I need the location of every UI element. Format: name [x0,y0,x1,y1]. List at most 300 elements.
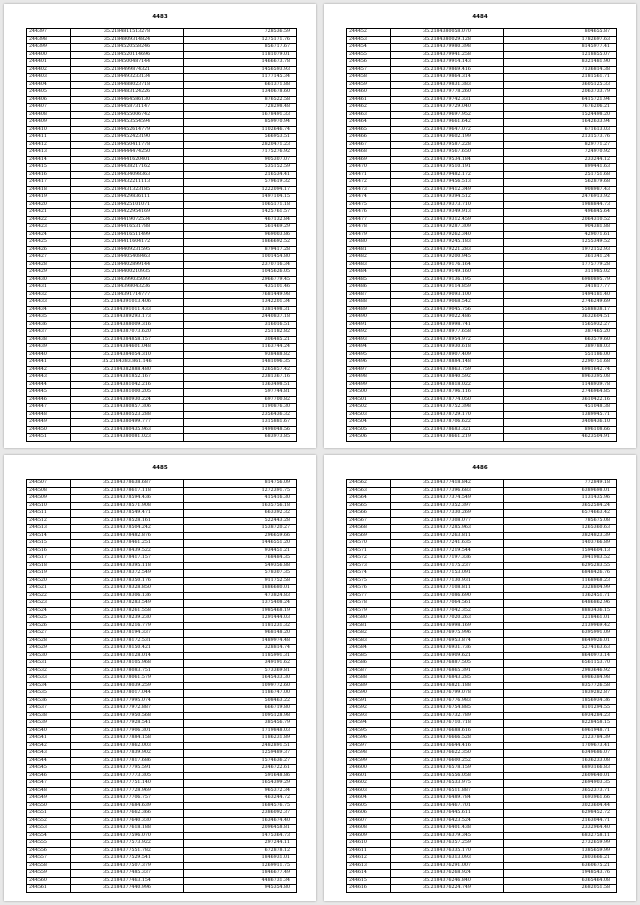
row-id-cell: 244397 [27,29,71,37]
table-row [27,344,297,352]
amount-cell: 1498048.56 [184,426,297,434]
amount-cell: 2290751.68 [504,359,617,367]
coordinate-cell: 35.2184377551.782 [71,847,184,855]
table-row [347,742,617,750]
amount-cell: 2370716.34 [184,261,297,269]
amount-cell: 2440837.18 [184,314,297,322]
row-id-cell: 244585 [347,652,391,660]
row-id-cell: 244522 [27,592,71,600]
amount-cell: 1403766.89 [504,540,617,548]
row-id-cell: 244507 [27,480,71,488]
coordinate-cell: 35.2184379647.072 [391,126,504,134]
row-id-cell: 244414 [27,156,71,164]
table-row [347,810,617,818]
amount-cell: 5588838.17 [504,306,617,314]
amount-cell: 1218461.01 [504,615,617,623]
table-row [27,111,297,119]
row-id-cell: 244448 [27,411,71,419]
row-id-cell: 244457 [347,66,391,74]
row-id-cell: 244544 [27,757,71,765]
table-row [347,239,617,247]
row-id-cell: 244610 [347,840,391,848]
row-id-cell: 244563 [347,487,391,495]
table-row [347,615,617,623]
coordinate-cell: 35.2184377418.842 [391,480,504,488]
amount-cell: 859970.94 [184,119,297,127]
table-row [27,404,297,412]
row-id-cell: 244511 [27,510,71,518]
amount-cell: 385456.79 [184,720,297,728]
row-id-cell: 244578 [347,600,391,608]
row-id-cell: 244609 [347,832,391,840]
amount-cell: 1342201.34 [184,299,297,307]
amount-cell: 1494181.40 [504,291,617,299]
coordinate-cell: 35.2184379349.913 [391,209,504,217]
table-row [27,877,297,885]
row-id-cell: 244444 [27,381,71,389]
table-row [27,525,297,533]
coordinate-cell: 35.2184378482.876 [71,532,184,540]
coordinate-cell: 35.2184377728.969 [71,787,184,795]
row-id-cell: 244573 [347,562,391,570]
table-row [347,434,617,442]
coordinate-cell: 35.2184377573.922 [71,840,184,848]
coordinate-cell: 35.2184376423.524 [391,817,504,825]
amount-cell: 856717.67 [184,44,297,52]
table-row [347,637,617,645]
coordinate-cell: 35.2184379510.191 [391,164,504,172]
amount-cell: 1988844.73 [504,201,617,209]
table-row [27,532,297,540]
table-row [347,525,617,533]
coordinate-cell: 35.2184376445.611 [391,810,504,818]
amount-cell: 1425761.57 [184,209,297,217]
amount-cell: 535152.59 [184,164,297,172]
coordinate-cell: 35.2184416511499 [71,231,184,239]
amount-cell: 938488.82 [184,351,297,359]
table-row [347,540,617,548]
row-id-cell: 244502 [347,404,391,412]
table-row [347,66,617,74]
amount-cell: 2746964.85 [504,389,617,397]
table-row [347,562,617,570]
coordinate-cell: 35.2184422954169 [71,209,184,217]
coordinate-cell: 35.2184379136.195 [391,276,504,284]
table-row [347,321,617,329]
coordinate-cell: 35.2184379022.486 [391,314,504,322]
table-row [27,104,297,112]
table-row [27,570,297,578]
coordinate-cell: 35.2184376799.078 [391,690,504,698]
row-id-cell: 244487 [347,291,391,299]
amount-cell: 1635756.18 [184,502,297,510]
table-row [27,795,297,803]
coordinate-cell: 35.2184380081.023 [71,434,184,442]
table-row [347,389,617,397]
coordinate-cell: 35.2184377064.561 [391,600,504,608]
table-row [347,727,617,735]
amount-cell: 429071.61 [504,231,617,239]
table-row [27,89,297,97]
coordinate-cell: 35.2184432211113 [71,179,184,187]
table-row [347,36,617,44]
amount-cell: 1456593.93 [184,66,297,74]
coordinate-cell: 35.2184441620401 [71,156,184,164]
table-row [27,306,297,314]
coordinate-cell: 35.2184378977.658 [391,329,504,337]
amount-cell: 1272391.75 [184,487,297,495]
amount-cell: 6365464.08 [504,877,617,885]
table-row [27,51,297,59]
coordinate-cell: 35.2184377817.686 [71,757,184,765]
table-row [347,570,617,578]
row-id-cell: 244537 [27,705,71,713]
table-row [347,231,617,239]
row-id-cell: 244418 [27,186,71,194]
amount-cell: 297244.11 [184,840,297,848]
row-id-cell: 244478 [347,224,391,232]
table-row [347,855,617,863]
row-id-cell: 244548 [27,787,71,795]
row-id-cell: 244409 [27,119,71,127]
row-id-cell: 244472 [347,179,391,187]
table-row [347,96,617,104]
row-id-cell: 244485 [347,276,391,284]
amount-cell: 1181231.32 [184,622,297,630]
row-id-cell: 244593 [347,712,391,720]
amount-cell: 2983646.92 [504,667,617,675]
table-row [347,675,617,683]
coordinate-cell: 35.2184391013.406 [71,299,184,307]
coordinate-cell: 35.2184378884.148 [391,359,504,367]
coordinate-cell: 35.2184378998.741 [391,321,504,329]
amount-cell: 387465.20 [504,329,617,337]
table-row [347,359,617,367]
amount-cell: 591648.86 [184,772,297,780]
amount-cell: 1481096.35 [184,359,297,367]
amount-cell: 1972152.93 [504,246,617,254]
coordinate-cell: 35.2184384601.048 [71,344,184,352]
row-id-cell: 244416 [27,171,71,179]
coordinate-cell: 35.2184379914.143 [391,59,504,67]
coordinate-cell: 35.2184377950.568 [71,712,184,720]
amount-cell: 3824823.39 [504,532,617,540]
row-id-cell: 244402 [27,66,71,74]
table-row [347,344,617,352]
coordinate-cell: 35.2184379482.172 [391,171,504,179]
document-page [4,455,316,901]
row-id-cell: 244421 [27,209,71,217]
coordinate-cell: 35.2184379567.650 [391,149,504,157]
row-id-cell: 244576 [347,585,391,593]
row-id-cell: 244430 [27,276,71,284]
table-row [27,224,297,232]
row-id-cell: 244584 [347,645,391,653]
table-row [347,825,617,833]
amount-cell: 1265857.42 [184,366,297,374]
coordinate-cell: 35.2184377219.544 [391,547,504,555]
amount-cell: 1181079.01 [184,51,297,59]
row-id-cell: 244463 [347,111,391,119]
table-row [347,224,617,232]
table-row [27,787,297,795]
row-id-cell: 244602 [347,780,391,788]
amount-cell: 3652584.24 [504,502,617,510]
coordinate-cell: 35.2184378930.618 [391,344,504,352]
row-id-cell: 244549 [27,795,71,803]
amount-cell: 968148.20 [184,630,297,638]
row-id-cell: 244525 [27,615,71,623]
coordinate-cell: 35.2184377839.902 [71,750,184,758]
coordinate-cell: 35.2184378417.157 [71,555,184,563]
table-row [347,885,617,893]
row-id-cell: 244528 [27,637,71,645]
table-row [27,675,297,683]
row-id-cell: 244466 [347,134,391,142]
row-id-cell: 244428 [27,261,71,269]
coordinate-cell: 35.2184379412.349 [391,186,504,194]
amount-cell: 1259489.37 [184,750,297,758]
coordinate-cell: 35.2184376953.874 [391,637,504,645]
page-number-heading: 4486 [472,465,488,471]
coordinate-cell: 35.2184379661.642 [391,119,504,127]
table-row [347,149,617,157]
row-id-cell: 244509 [27,495,71,503]
row-id-cell: 244570 [347,540,391,548]
amount-cell: 965372.34 [184,787,297,795]
row-id-cell: 244589 [347,682,391,690]
row-id-cell: 244451 [27,434,71,442]
row-id-cell: 244474 [347,194,391,202]
amount-cell: 1709673.41 [504,742,617,750]
amount-cell: 1218855.07 [504,51,617,59]
coordinate-cell: 35.2184379149.160 [391,269,504,277]
data-table [346,28,617,442]
coordinate-cell: 35.2184379587.228 [391,141,504,149]
table-row [27,299,297,307]
table-row [27,216,297,224]
amount-cell: 1255349.52 [504,239,617,247]
amount-cell: 1095128.98 [184,712,297,720]
coordinate-cell: 35.2184378439.522 [71,547,184,555]
coordinate-cell: 35.2184377020.263 [391,615,504,623]
table-row [347,757,617,765]
row-id-cell: 244461 [347,96,391,104]
amount-cell: 1654399.29 [184,780,297,788]
table-row [27,825,297,833]
table-row [27,156,297,164]
amount-cell: 904381.88 [504,224,617,232]
row-id-cell: 244493 [347,336,391,344]
table-row [347,712,617,720]
amount-cell: 496845.64 [504,209,617,217]
row-id-cell: 244503 [347,411,391,419]
table-row [347,44,617,52]
table-row [347,404,617,412]
row-id-cell: 244399 [27,44,71,52]
row-id-cell: 244450 [27,426,71,434]
amount-cell: 2820471.23 [184,141,297,149]
coordinate-cell: 35.2184382888.480 [71,366,184,374]
coordinate-cell: 35.2184380930.224 [71,396,184,404]
table-row [27,36,297,44]
row-id-cell: 244411 [27,134,71,142]
table-row [347,396,617,404]
amount-cell: 1475364.73 [184,832,297,840]
coordinate-cell: 35.2184376313.093 [391,855,504,863]
coordinate-cell: 35.2184376754.885 [391,705,504,713]
coordinate-cell: 35.2184499874321 [71,66,184,74]
row-id-cell: 244469 [347,156,391,164]
table-row [347,171,617,179]
amount-cell: 579619.32 [184,179,297,187]
coordinate-cell: 35.2184377884.158 [71,735,184,743]
table-row [27,742,297,750]
row-id-cell: 244446 [27,396,71,404]
coordinate-cell: 35.2184379864.314 [391,74,504,82]
row-id-cell: 244604 [347,795,391,803]
amount-cell: 435101.46 [184,284,297,292]
amount-cell: 1636233.08 [504,757,617,765]
coordinate-cell: 35.2184378594.436 [71,495,184,503]
row-id-cell: 244401 [27,59,71,67]
row-id-cell: 244452 [347,29,391,37]
table-row [27,600,297,608]
table-row [27,164,297,172]
amount-cell: 306485.21 [184,336,297,344]
amount-cell: 814756.09 [184,480,297,488]
row-id-cell: 244492 [347,329,391,337]
amount-cell: 1839282.87 [504,690,617,698]
amount-cell: 1856934.36 [504,697,617,705]
row-id-cell: 244517 [27,555,71,563]
amount-cell: 6980895.79 [504,276,617,284]
row-id-cell: 244543 [27,750,71,758]
amount-cell: 6934284.23 [504,712,617,720]
row-id-cell: 244403 [27,74,71,82]
table-row [27,487,297,495]
row-id-cell: 244454 [347,44,391,52]
row-id-cell: 244406 [27,96,71,104]
coordinate-cell: 35.2184379093.100 [391,291,504,299]
amount-cell: 3941983.52 [504,555,617,563]
table-row [347,547,617,555]
amount-cell: 1177145.34 [184,74,297,82]
amount-cell: 772849.18 [504,480,617,488]
coordinate-cell: 35.2184376975.996 [391,630,504,638]
amount-cell: 3408436.10 [504,419,617,427]
coordinate-cell: 35.2184377640.330 [71,817,184,825]
amount-cell: 6360675.21 [504,862,617,870]
coordinate-cell: 35.2184379742.331 [391,96,504,104]
amount-cell: 7136814.38 [504,66,617,74]
row-id-cell: 244425 [27,239,71,247]
row-id-cell: 244577 [347,592,391,600]
coordinate-cell: 35.2184379200.945 [391,254,504,262]
amount-cell: 6395991.09 [504,630,617,638]
table-row [347,690,617,698]
coordinate-cell: 35.2184400210935 [71,269,184,277]
coordinate-cell: 35.2184378328.850 [71,585,184,593]
row-id-cell: 244536 [27,697,71,705]
amount-cell: 911752.58 [184,577,297,585]
row-id-cell: 244496 [347,359,391,367]
table-row [27,817,297,825]
table-row [27,637,297,645]
row-id-cell: 244601 [347,772,391,780]
coordinate-cell: 35.2184809314824 [71,36,184,44]
amount-cell: 945354.80 [184,885,297,893]
row-id-cell: 244497 [347,366,391,374]
coordinate-cell: 35.2184379312.459 [391,216,504,224]
amount-cell: 969003.86 [184,231,297,239]
data-table [26,479,297,893]
row-id-cell: 244514 [27,532,71,540]
row-id-cell: 244490 [347,314,391,322]
row-id-cell: 244523 [27,600,71,608]
table-row [27,366,297,374]
row-id-cell: 244449 [27,419,71,427]
table-row [27,720,297,728]
amount-cell: 2181561.71 [504,74,617,82]
coordinate-cell: 35.2184378306.136 [71,592,184,600]
amount-cell: 251182.82 [184,329,297,337]
table-row [347,81,617,89]
row-id-cell: 244464 [347,119,391,127]
row-id-cell: 244510 [27,502,71,510]
coordinate-cell: 35.2184376843.285 [391,675,504,683]
coordinate-cell: 35.2184376401.438 [391,825,504,833]
row-id-cell: 244587 [347,667,391,675]
table-row [347,246,617,254]
coordinate-cell: 35.2184377263.811 [391,532,504,540]
table-row [347,59,617,67]
row-id-cell: 244408 [27,111,71,119]
amount-cell: 6349686.07 [504,750,617,758]
coordinate-cell: 35.2184452423190 [71,134,184,142]
coordinate-cell: 35.2184378395.118 [71,562,184,570]
amount-cell: 1538720.27 [184,525,297,533]
table-row [347,284,617,292]
table-row [347,495,617,503]
row-id-cell: 244592 [347,705,391,713]
amount-cell: 728298.48 [184,104,297,112]
amount-cell: 1645433.30 [184,675,297,683]
coordinate-cell: 35.2184376710.718 [391,720,504,728]
coordinate-cell: 35.2184377108.811 [391,585,504,593]
coordinate-cell: 35.2184380435.963 [71,426,184,434]
amount-cell: 463244.72 [184,795,297,803]
amount-cell: 1446551.20 [184,540,297,548]
amount-cell: 1065171.18 [184,201,297,209]
coordinate-cell: 35.2184376335.170 [391,847,504,855]
row-id-cell: 244555 [27,840,71,848]
row-id-cell: 244535 [27,690,71,698]
coordinate-cell: 35.2184379373.710 [391,201,504,209]
coordinate-cell: 35.2184452614779 [71,126,184,134]
coordinate-cell: 35.2184398043236 [71,284,184,292]
row-id-cell: 244413 [27,149,71,157]
amount-cell: 3652373.71 [504,787,617,795]
amount-cell: 597744.81 [184,389,297,397]
coordinate-cell: 35.2184376998.169 [391,622,504,630]
row-id-cell: 244500 [347,389,391,397]
row-id-cell: 244443 [27,374,71,382]
row-id-cell: 244595 [347,727,391,735]
amount-cell: 1684576.75 [184,802,297,810]
table-row [347,862,617,870]
amount-cell: 2356436.32 [184,411,297,419]
